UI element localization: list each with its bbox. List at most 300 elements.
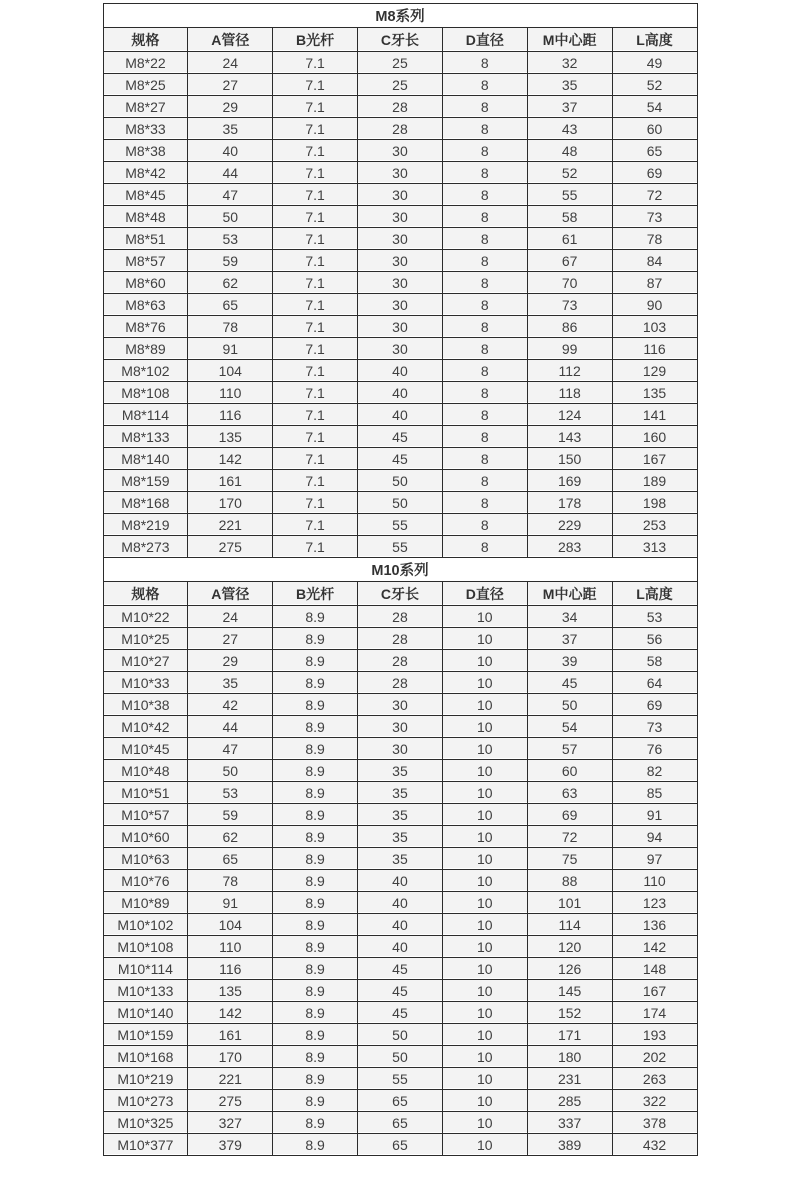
- table-row: [103, 162, 697, 184]
- value-cell: 104: [188, 360, 273, 382]
- value-cell: 94: [612, 826, 697, 848]
- spec-table-body: [103, 4, 697, 1156]
- value-cell: 114: [527, 914, 612, 936]
- value-cell: 8.9: [273, 606, 358, 628]
- value-cell: 8.9: [273, 650, 358, 672]
- value-cell: 32: [527, 52, 612, 74]
- value-cell: 8.9: [273, 782, 358, 804]
- spec-cell: M8*63: [103, 294, 188, 316]
- spec-cell: M10*377: [103, 1134, 188, 1156]
- value-cell: 10: [442, 1090, 527, 1112]
- value-cell: 28: [358, 606, 443, 628]
- value-cell: 78: [188, 316, 273, 338]
- value-cell: 72: [527, 826, 612, 848]
- value-cell: 73: [612, 206, 697, 228]
- table-row: [103, 1112, 697, 1134]
- value-cell: 65: [188, 294, 273, 316]
- value-cell: 202: [612, 1046, 697, 1068]
- value-cell: 152: [527, 1002, 612, 1024]
- value-cell: 60: [527, 760, 612, 782]
- spec-cell: M8*114: [103, 404, 188, 426]
- value-cell: 198: [612, 492, 697, 514]
- value-cell: 322: [612, 1090, 697, 1112]
- table-row: [103, 492, 697, 514]
- value-cell: 10: [442, 914, 527, 936]
- value-cell: 283: [527, 536, 612, 558]
- table-row: [103, 74, 697, 96]
- value-cell: 7.1: [273, 228, 358, 250]
- value-cell: 8: [442, 52, 527, 74]
- value-cell: 8: [442, 382, 527, 404]
- value-cell: 8.9: [273, 826, 358, 848]
- table-row: [103, 694, 697, 716]
- value-cell: 87: [612, 272, 697, 294]
- table-row: [103, 628, 697, 650]
- value-cell: 40: [358, 892, 443, 914]
- spec-cell: M10*51: [103, 782, 188, 804]
- table-row: [103, 848, 697, 870]
- value-cell: 69: [612, 694, 697, 716]
- value-cell: 30: [358, 250, 443, 272]
- spec-cell: M10*45: [103, 738, 188, 760]
- value-cell: 7.1: [273, 162, 358, 184]
- value-cell: 135: [188, 980, 273, 1002]
- value-cell: 49: [612, 52, 697, 74]
- value-cell: 30: [358, 140, 443, 162]
- spec-cell: M10*42: [103, 716, 188, 738]
- value-cell: 7.1: [273, 316, 358, 338]
- column-header: M中心距: [527, 582, 612, 606]
- value-cell: 10: [442, 1112, 527, 1134]
- value-cell: 10: [442, 958, 527, 980]
- table-row: [103, 1068, 697, 1090]
- value-cell: 160: [612, 426, 697, 448]
- value-cell: 10: [442, 738, 527, 760]
- value-cell: 8: [442, 162, 527, 184]
- value-cell: 8: [442, 140, 527, 162]
- column-header: B光杆: [273, 28, 358, 52]
- value-cell: 178: [527, 492, 612, 514]
- value-cell: 8.9: [273, 1112, 358, 1134]
- value-cell: 35: [358, 848, 443, 870]
- value-cell: 65: [358, 1090, 443, 1112]
- value-cell: 62: [188, 826, 273, 848]
- table-row: [103, 514, 697, 536]
- value-cell: 50: [188, 206, 273, 228]
- section-title: M10系列: [103, 558, 697, 582]
- value-cell: 110: [612, 870, 697, 892]
- value-cell: 29: [188, 96, 273, 118]
- value-cell: 10: [442, 694, 527, 716]
- value-cell: 35: [188, 672, 273, 694]
- value-cell: 40: [358, 382, 443, 404]
- value-cell: 8: [442, 536, 527, 558]
- value-cell: 44: [188, 716, 273, 738]
- value-cell: 170: [188, 1046, 273, 1068]
- value-cell: 8.9: [273, 1046, 358, 1068]
- value-cell: 7.1: [273, 426, 358, 448]
- value-cell: 8.9: [273, 1068, 358, 1090]
- value-cell: 327: [188, 1112, 273, 1134]
- section-title-row: [103, 558, 697, 582]
- value-cell: 10: [442, 826, 527, 848]
- table-row: [103, 1134, 697, 1156]
- column-header-row: [103, 582, 697, 606]
- spec-cell: M10*60: [103, 826, 188, 848]
- value-cell: 8.9: [273, 804, 358, 826]
- value-cell: 28: [358, 672, 443, 694]
- value-cell: 275: [188, 1090, 273, 1112]
- value-cell: 120: [527, 936, 612, 958]
- value-cell: 148: [612, 958, 697, 980]
- table-row: [103, 958, 697, 980]
- value-cell: 103: [612, 316, 697, 338]
- spec-cell: M10*219: [103, 1068, 188, 1090]
- spec-cell: M8*22: [103, 52, 188, 74]
- value-cell: 313: [612, 536, 697, 558]
- value-cell: 10: [442, 1024, 527, 1046]
- value-cell: 45: [358, 980, 443, 1002]
- value-cell: 116: [188, 958, 273, 980]
- value-cell: 7.1: [273, 536, 358, 558]
- value-cell: 10: [442, 760, 527, 782]
- value-cell: 58: [612, 650, 697, 672]
- value-cell: 28: [358, 118, 443, 140]
- column-header: D直径: [442, 582, 527, 606]
- value-cell: 39: [527, 650, 612, 672]
- value-cell: 25: [358, 74, 443, 96]
- value-cell: 10: [442, 892, 527, 914]
- value-cell: 45: [358, 1002, 443, 1024]
- value-cell: 30: [358, 184, 443, 206]
- value-cell: 10: [442, 650, 527, 672]
- value-cell: 47: [188, 738, 273, 760]
- value-cell: 40: [188, 140, 273, 162]
- value-cell: 54: [527, 716, 612, 738]
- value-cell: 8.9: [273, 1134, 358, 1156]
- value-cell: 8.9: [273, 870, 358, 892]
- column-header: 规格: [103, 28, 188, 52]
- table-row: [103, 140, 697, 162]
- table-row: [103, 382, 697, 404]
- value-cell: 379: [188, 1134, 273, 1156]
- value-cell: 8.9: [273, 1002, 358, 1024]
- table-row: [103, 1046, 697, 1068]
- table-row: [103, 650, 697, 672]
- value-cell: 10: [442, 672, 527, 694]
- value-cell: 7.1: [273, 360, 358, 382]
- value-cell: 61: [527, 228, 612, 250]
- value-cell: 231: [527, 1068, 612, 1090]
- value-cell: 7.1: [273, 184, 358, 206]
- value-cell: 65: [358, 1134, 443, 1156]
- value-cell: 10: [442, 804, 527, 826]
- spec-cell: M10*48: [103, 760, 188, 782]
- value-cell: 10: [442, 1046, 527, 1068]
- value-cell: 65: [358, 1112, 443, 1134]
- table-row: [103, 1024, 697, 1046]
- value-cell: 124: [527, 404, 612, 426]
- column-header: B光杆: [273, 582, 358, 606]
- spec-cell: M8*51: [103, 228, 188, 250]
- value-cell: 145: [527, 980, 612, 1002]
- table-row: [103, 294, 697, 316]
- value-cell: 30: [358, 738, 443, 760]
- value-cell: 229: [527, 514, 612, 536]
- value-cell: 34: [527, 606, 612, 628]
- value-cell: 8: [442, 250, 527, 272]
- spec-cell: M10*63: [103, 848, 188, 870]
- value-cell: 91: [188, 338, 273, 360]
- spec-cell: M8*168: [103, 492, 188, 514]
- spec-cell: M8*219: [103, 514, 188, 536]
- value-cell: 55: [527, 184, 612, 206]
- value-cell: 8: [442, 426, 527, 448]
- table-row: [103, 1090, 697, 1112]
- value-cell: 72: [612, 184, 697, 206]
- value-cell: 167: [612, 980, 697, 1002]
- value-cell: 24: [188, 606, 273, 628]
- value-cell: 8.9: [273, 628, 358, 650]
- value-cell: 8: [442, 492, 527, 514]
- value-cell: 52: [612, 74, 697, 96]
- value-cell: 116: [612, 338, 697, 360]
- table-row: [103, 606, 697, 628]
- value-cell: 8: [442, 338, 527, 360]
- value-cell: 7.1: [273, 96, 358, 118]
- value-cell: 170: [188, 492, 273, 514]
- value-cell: 8.9: [273, 716, 358, 738]
- value-cell: 7.1: [273, 52, 358, 74]
- table-row: [103, 914, 697, 936]
- value-cell: 70: [527, 272, 612, 294]
- value-cell: 50: [188, 760, 273, 782]
- value-cell: 136: [612, 914, 697, 936]
- value-cell: 126: [527, 958, 612, 980]
- value-cell: 221: [188, 1068, 273, 1090]
- value-cell: 28: [358, 628, 443, 650]
- value-cell: 40: [358, 936, 443, 958]
- value-cell: 7.1: [273, 294, 358, 316]
- spec-cell: M10*325: [103, 1112, 188, 1134]
- value-cell: 45: [358, 958, 443, 980]
- value-cell: 30: [358, 206, 443, 228]
- column-header: A管径: [188, 582, 273, 606]
- spec-cell: M8*133: [103, 426, 188, 448]
- value-cell: 54: [612, 96, 697, 118]
- value-cell: 7.1: [273, 206, 358, 228]
- value-cell: 221: [188, 514, 273, 536]
- value-cell: 29: [188, 650, 273, 672]
- value-cell: 55: [358, 514, 443, 536]
- value-cell: 35: [188, 118, 273, 140]
- value-cell: 8.9: [273, 848, 358, 870]
- value-cell: 40: [358, 360, 443, 382]
- value-cell: 48: [527, 140, 612, 162]
- value-cell: 53: [188, 782, 273, 804]
- value-cell: 24: [188, 52, 273, 74]
- spec-cell: M8*42: [103, 162, 188, 184]
- spec-cell: M10*102: [103, 914, 188, 936]
- value-cell: 28: [358, 96, 443, 118]
- value-cell: 45: [527, 672, 612, 694]
- value-cell: 7.1: [273, 492, 358, 514]
- value-cell: 30: [358, 162, 443, 184]
- spec-cell: M8*102: [103, 360, 188, 382]
- value-cell: 161: [188, 470, 273, 492]
- table-row: [103, 250, 697, 272]
- value-cell: 8.9: [273, 914, 358, 936]
- table-row: [103, 536, 697, 558]
- table-row: [103, 738, 697, 760]
- value-cell: 10: [442, 628, 527, 650]
- value-cell: 59: [188, 250, 273, 272]
- value-cell: 189: [612, 470, 697, 492]
- value-cell: 40: [358, 914, 443, 936]
- table-row: [103, 360, 697, 382]
- spec-cell: M10*168: [103, 1046, 188, 1068]
- value-cell: 8.9: [273, 694, 358, 716]
- value-cell: 55: [358, 1068, 443, 1090]
- value-cell: 337: [527, 1112, 612, 1134]
- table-row: [103, 404, 697, 426]
- value-cell: 142: [188, 448, 273, 470]
- value-cell: 58: [527, 206, 612, 228]
- value-cell: 253: [612, 514, 697, 536]
- table-row: [103, 448, 697, 470]
- value-cell: 52: [527, 162, 612, 184]
- column-header: M中心距: [527, 28, 612, 52]
- value-cell: 10: [442, 1068, 527, 1090]
- value-cell: 91: [188, 892, 273, 914]
- value-cell: 73: [527, 294, 612, 316]
- value-cell: 7.1: [273, 382, 358, 404]
- value-cell: 35: [358, 782, 443, 804]
- table-row: [103, 672, 697, 694]
- value-cell: 50: [358, 1024, 443, 1046]
- value-cell: 10: [442, 716, 527, 738]
- table-row: [103, 316, 697, 338]
- value-cell: 10: [442, 1134, 527, 1156]
- value-cell: 118: [527, 382, 612, 404]
- value-cell: 35: [358, 804, 443, 826]
- value-cell: 10: [442, 606, 527, 628]
- value-cell: 69: [612, 162, 697, 184]
- value-cell: 59: [188, 804, 273, 826]
- table-row: [103, 936, 697, 958]
- spec-cell: M10*22: [103, 606, 188, 628]
- value-cell: 8.9: [273, 892, 358, 914]
- column-header: L高度: [612, 582, 697, 606]
- value-cell: 53: [612, 606, 697, 628]
- value-cell: 64: [612, 672, 697, 694]
- value-cell: 110: [188, 382, 273, 404]
- value-cell: 8.9: [273, 1024, 358, 1046]
- value-cell: 7.1: [273, 448, 358, 470]
- value-cell: 78: [188, 870, 273, 892]
- value-cell: 8.9: [273, 958, 358, 980]
- table-row: [103, 206, 697, 228]
- value-cell: 8.9: [273, 1090, 358, 1112]
- value-cell: 7.1: [273, 338, 358, 360]
- spec-cell: M8*25: [103, 74, 188, 96]
- spec-cell: M10*76: [103, 870, 188, 892]
- value-cell: 129: [612, 360, 697, 382]
- value-cell: 86: [527, 316, 612, 338]
- spec-cell: M8*57: [103, 250, 188, 272]
- value-cell: 275: [188, 536, 273, 558]
- value-cell: 82: [612, 760, 697, 782]
- column-header: A管径: [188, 28, 273, 52]
- table-row: [103, 716, 697, 738]
- value-cell: 8: [442, 184, 527, 206]
- value-cell: 8.9: [273, 738, 358, 760]
- value-cell: 57: [527, 738, 612, 760]
- value-cell: 7.1: [273, 140, 358, 162]
- value-cell: 27: [188, 628, 273, 650]
- spec-cell: M8*60: [103, 272, 188, 294]
- spec-cell: M8*38: [103, 140, 188, 162]
- spec-cell: M8*273: [103, 536, 188, 558]
- value-cell: 8.9: [273, 980, 358, 1002]
- column-header: D直径: [442, 28, 527, 52]
- value-cell: 150: [527, 448, 612, 470]
- value-cell: 63: [527, 782, 612, 804]
- value-cell: 116: [188, 404, 273, 426]
- value-cell: 50: [527, 694, 612, 716]
- value-cell: 174: [612, 1002, 697, 1024]
- value-cell: 53: [188, 228, 273, 250]
- value-cell: 45: [358, 426, 443, 448]
- table-row: [103, 184, 697, 206]
- value-cell: 97: [612, 848, 697, 870]
- value-cell: 135: [188, 426, 273, 448]
- value-cell: 110: [188, 936, 273, 958]
- value-cell: 112: [527, 360, 612, 382]
- value-cell: 84: [612, 250, 697, 272]
- value-cell: 101: [527, 892, 612, 914]
- column-header: C牙长: [358, 582, 443, 606]
- value-cell: 171: [527, 1024, 612, 1046]
- value-cell: 8: [442, 272, 527, 294]
- value-cell: 35: [358, 826, 443, 848]
- value-cell: 27: [188, 74, 273, 96]
- table-row: [103, 118, 697, 140]
- spec-cell: M8*45: [103, 184, 188, 206]
- value-cell: 389: [527, 1134, 612, 1156]
- value-cell: 10: [442, 1002, 527, 1024]
- value-cell: 75: [527, 848, 612, 870]
- value-cell: 88: [527, 870, 612, 892]
- spec-cell: M10*108: [103, 936, 188, 958]
- value-cell: 78: [612, 228, 697, 250]
- value-cell: 65: [188, 848, 273, 870]
- value-cell: 123: [612, 892, 697, 914]
- value-cell: 143: [527, 426, 612, 448]
- value-cell: 8: [442, 360, 527, 382]
- value-cell: 25: [358, 52, 443, 74]
- value-cell: 141: [612, 404, 697, 426]
- value-cell: 50: [358, 1046, 443, 1068]
- table-row: [103, 96, 697, 118]
- spec-cell: M8*33: [103, 118, 188, 140]
- spec-cell: M8*27: [103, 96, 188, 118]
- section-title: M8系列: [103, 4, 697, 28]
- value-cell: 7.1: [273, 514, 358, 536]
- spec-cell: M10*25: [103, 628, 188, 650]
- column-header: 规格: [103, 582, 188, 606]
- value-cell: 7.1: [273, 118, 358, 140]
